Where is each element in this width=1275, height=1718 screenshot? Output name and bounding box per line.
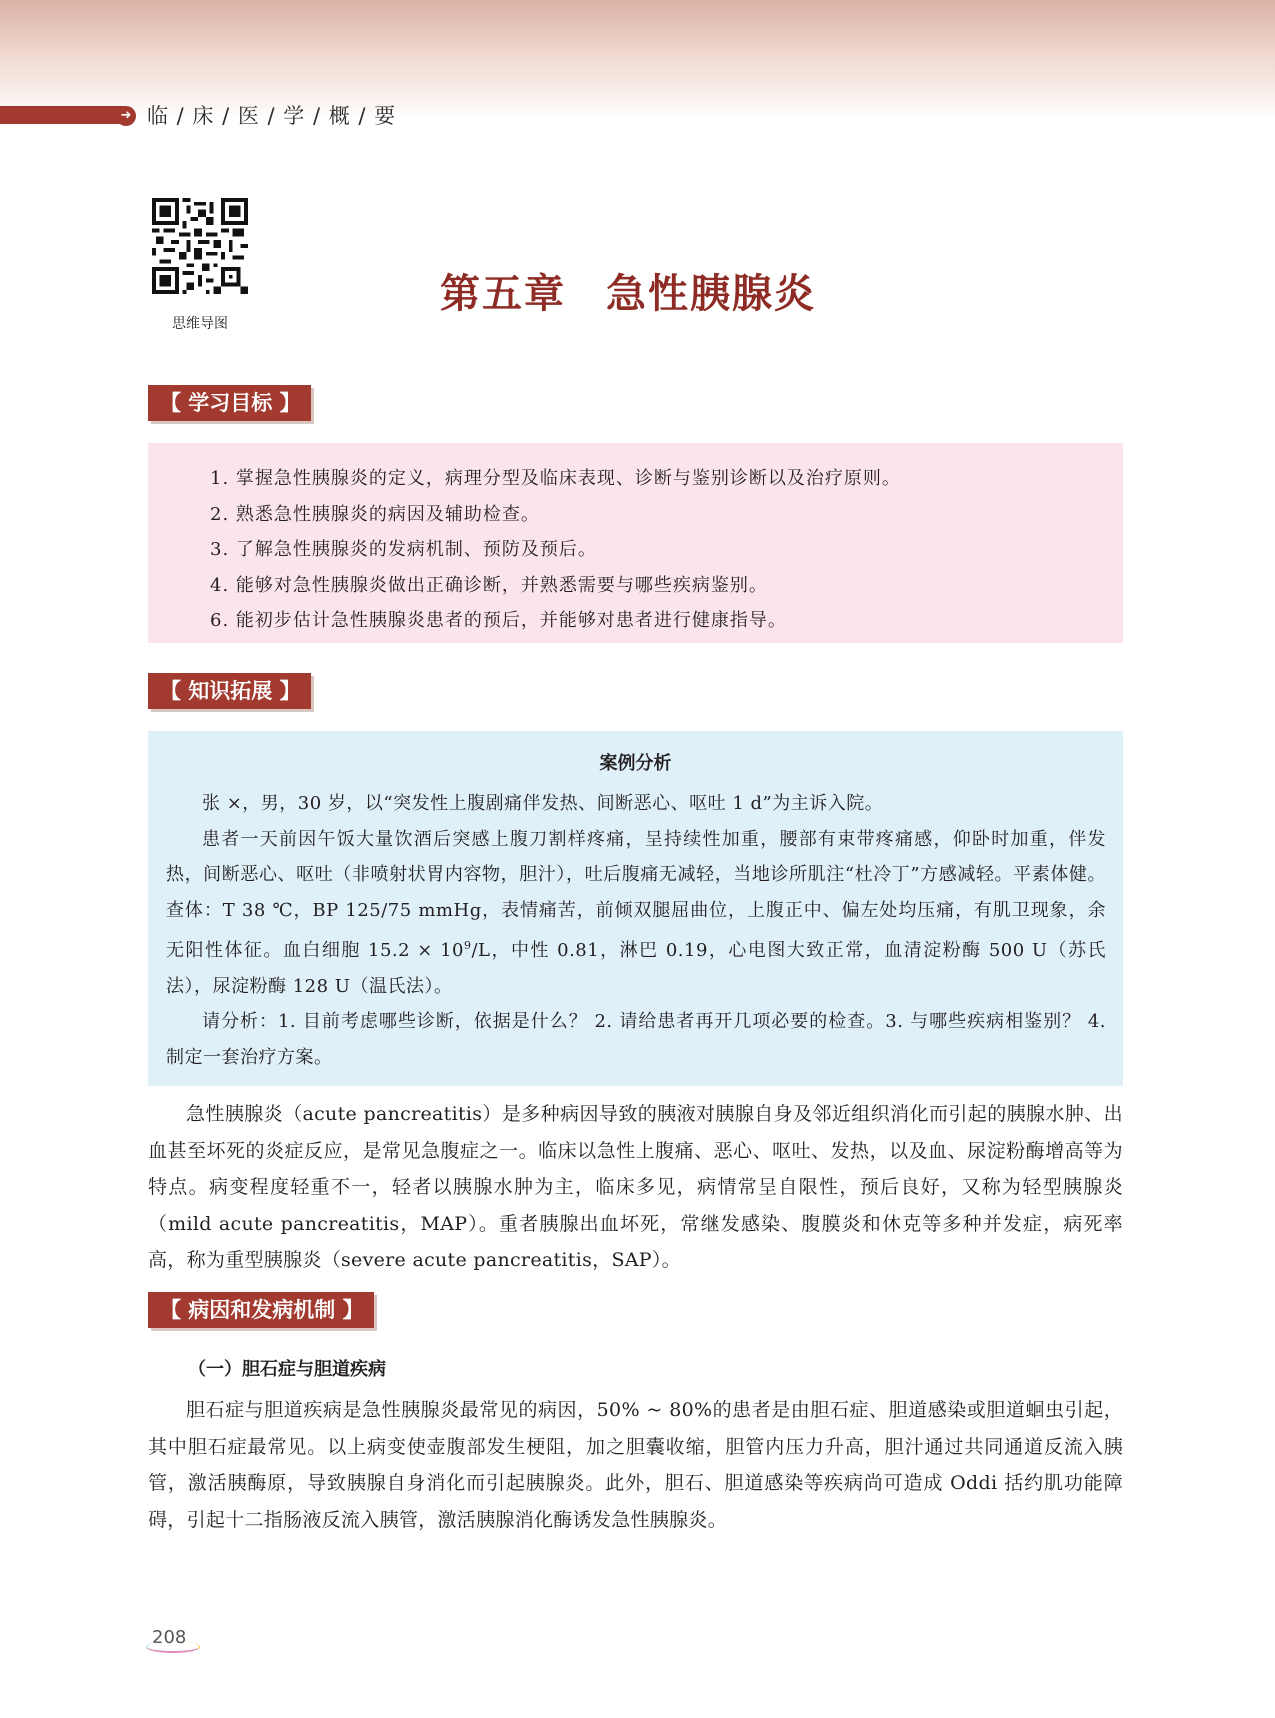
chapter-name: 急性胰腺炎 xyxy=(606,270,816,317)
case-title: 案例分析 xyxy=(599,753,672,774)
section-heading-knowledge-expansion: 【 知识拓展 】 xyxy=(148,673,311,709)
subsection-paragraph: 胆石症与胆道疾病是急性胰腺炎最常见的病因，50% ~ 80%的患者是由胆石症、胆道感染或胆道蛔虫引起，其中胆石症最常见。以上病变使壶腹部发生梗阻，加之胆囊收缩，胆管内压力升高，胆汁通过共同通道反流入胰管，激活胰酶原，导致胰腺自身消化而引起胰腺炎。此外，胆石、胆道感染等疾病尚可造成 Oddi 括约肌功能障碍，引起十二指肠液反流入胰管，激活胰腺消化酶诱发急性胰腺炎。 xyxy=(148,1399,1123,1531)
objective-item: 4. 能够对急性胰腺炎做出正确诊断，并熟悉需要与哪些疾病鉴别。 xyxy=(210,574,768,596)
case-paragraph: 患者一天前因午饭大量饮酒后突感上腹刀割样疼痛，呈持续性加重，腰部有束带疼痛感，仰卧时加重，伴发热，间断恶心、呕吐（非喷射状胃内容物，胆汁），吐后腹痛无减轻，当地诊所肌注“杜冷丁”方感减轻。平素体健。查体：T 38 ℃，BP 125/75 mmHg，表情痛苦，前倾双腿屈曲位，上腹正中、偏左处均压痛，有肌卫现象，余无阳性体征。血白细胞 $15.2 \times 10^9/L$，中性 0.81，淋巴 0.19，心电图大致正常，血清淀粉酶 500 U（苏氏法），尿淀粉酶 128 U（温氏法）。 xyxy=(166,828,1106,997)
chapter-number: 第五章 xyxy=(440,270,566,317)
page-number: 208 xyxy=(152,1627,187,1648)
intro-paragraph: 急性胰腺炎（acute pancreatitis）是多种病因导致的胰液对胰腺自身及邻近组织消化而引起的胰腺水肿、出血甚至坏死的炎症反应，是常见急腹症之一。临床以急性上腹痛、恶心、呕吐、发热，以及血、尿淀粉酶增高等为特点。病变程度轻重不一，轻者以胰腺水肿为主，临床多见，病情常呈自限性，预后良好，又称为轻型胰腺炎（mild acute pancreatitis，MAP）。重者胰腺出血坏死，常继发感染、腹膜炎和休克等多种并发症，病死率高，称为重型胰腺炎（severe acute pancreatitis，SAP）。 xyxy=(148,1103,1123,1271)
objectives-list xyxy=(148,443,1123,639)
case-body xyxy=(166,786,1106,1075)
case-paragraph: 请分析：1. 目前考虑哪些诊断，依据是什么？ 2. 请给患者再开几项必要的检查。3. 与哪些疾病相鉴别？ 4. 制定一套治疗方案。 xyxy=(166,1011,1106,1068)
page-number-decoration xyxy=(146,1641,200,1653)
objective-item: 3. 了解急性胰腺炎的发病机制、预防及预后。 xyxy=(210,539,597,560)
learning-objectives-box xyxy=(148,443,1123,643)
objective-item: 6. 能初步估计急性胰腺炎患者的预后，并能够对患者进行健康指导。 xyxy=(210,610,787,631)
section-heading-etiology: 【 病因和发病机制 】 xyxy=(148,1292,374,1328)
arrow-right-circle-icon: ➜ xyxy=(116,106,136,126)
chapter-title xyxy=(440,262,816,319)
qr-code-label: 思维导图 xyxy=(172,316,228,332)
qr-code xyxy=(152,198,248,294)
header-bar xyxy=(0,106,125,124)
objective-item: 2. 熟悉急性胰腺炎的病因及辅助检查。 xyxy=(210,503,540,525)
subsection-title: （一）胆石症与胆道疾病 xyxy=(188,1359,386,1380)
case-paragraph: 张 ×，男，30 岁，以“突发性上腹剧痛伴发热、间断恶心、呕吐 1 d”为主诉入院。 xyxy=(202,793,884,814)
case-analysis-box xyxy=(148,731,1123,1086)
objective-item: 1. 掌握急性胰腺炎的定义，病理分型及临床表现、诊断与鉴别诊断以及治疗原则。 xyxy=(210,468,901,489)
section-heading-learning-objectives: 【 学习目标 】 xyxy=(148,385,311,421)
book-title: 临 / 床 / 医 / 学 / 概 / 要 xyxy=(147,104,397,128)
